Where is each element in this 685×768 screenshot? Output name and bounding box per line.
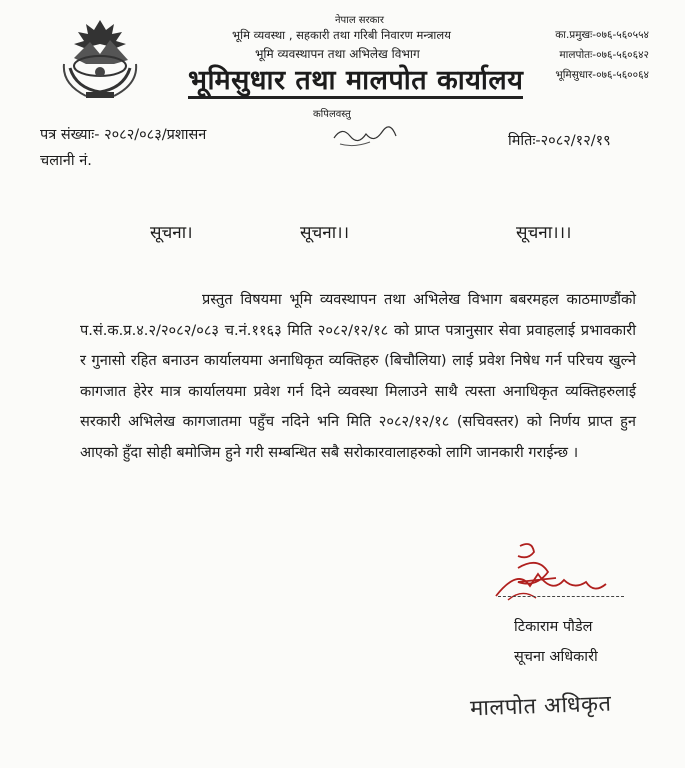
phone-malpot: मालपोतः-०७६-५६०६४२ (559, 49, 649, 61)
handwritten-signature-icon (478, 538, 628, 610)
government-name: नेपाल सरकार (335, 15, 384, 26)
notice-heading-3: सूचना।।। (516, 223, 572, 243)
official-stamp: मालपोत अधिकृत (469, 691, 612, 722)
department-name: भूमि व्यवस्थापन तथा अभिलेख विभाग (255, 47, 420, 61)
government-emblem-icon (56, 14, 144, 100)
phone-bhumisudhar: भूमिसुधार-०७६-५६००६४ (555, 69, 649, 81)
notice-heading-1: सूचना। (150, 223, 193, 243)
signature-line (498, 596, 624, 597)
phone-chief: का.प्रमुखः-०७६-५६०५५४ (555, 29, 649, 41)
letter-date: मितिः-२०८२/१२/१९ (508, 133, 611, 149)
ministry-name: भूमि व्यवस्था , सहकारी तथा गरिबी निवारण मन्त्रालय (232, 28, 451, 42)
signer-name: टिकाराम पौडेल (514, 619, 593, 635)
office-location: कपिलवस्तु (313, 109, 351, 120)
office-name: भूमिसुधार तथा मालपोत कार्यालय (188, 66, 523, 99)
signer-title: सूचना अधिकारी (514, 649, 598, 665)
notice-heading-2: सूचना।। (300, 223, 350, 243)
dispatch-number: चलानी नं. (40, 153, 92, 169)
reference-number: पत्र संख्याः- २०८२/०८३/प्रशासन (40, 127, 207, 143)
scribble-mark-icon (330, 118, 400, 152)
notice-body: प्रस्तुत विषयमा भूमि व्यवस्थापन तथा अभिलेख विभाग बबरमहल काठमाण्डौंको प.सं.क.प्र.४.२/२०८२/०८३ च.नं.११६३ मिति २०८२/१२/१८ को प्राप्त पत्रानुसार सेवा प्रवाहलाई प्रभावकारी र गुनासो रहित बनाउन कार्यालयमा अनाधिकृत व्यक्तिहरु (बिचौलिया) लाई प्रवेश निषेध गर्न परिचय खुल्ने कागजात हेरेर मात्र कार्यालयमा प्रवेश गर्न दिने व्यवस्था मिलाउने साथै त्यस्ता अनाधिकृत व्यक्तिहरुलाई सरकारी अभिलेख कागजातमा पहुँच नदिने भनि मिति २०८२/१२/१८ (सचिवस्तर) को निर्णय प्राप्त हुन आएको हुँदा सोही बमोजिम हुने गरी सम्बन्धित सबै सरोकारवालाहरुको लागि जानकारी गराईन्छ । (80, 291, 636, 461)
